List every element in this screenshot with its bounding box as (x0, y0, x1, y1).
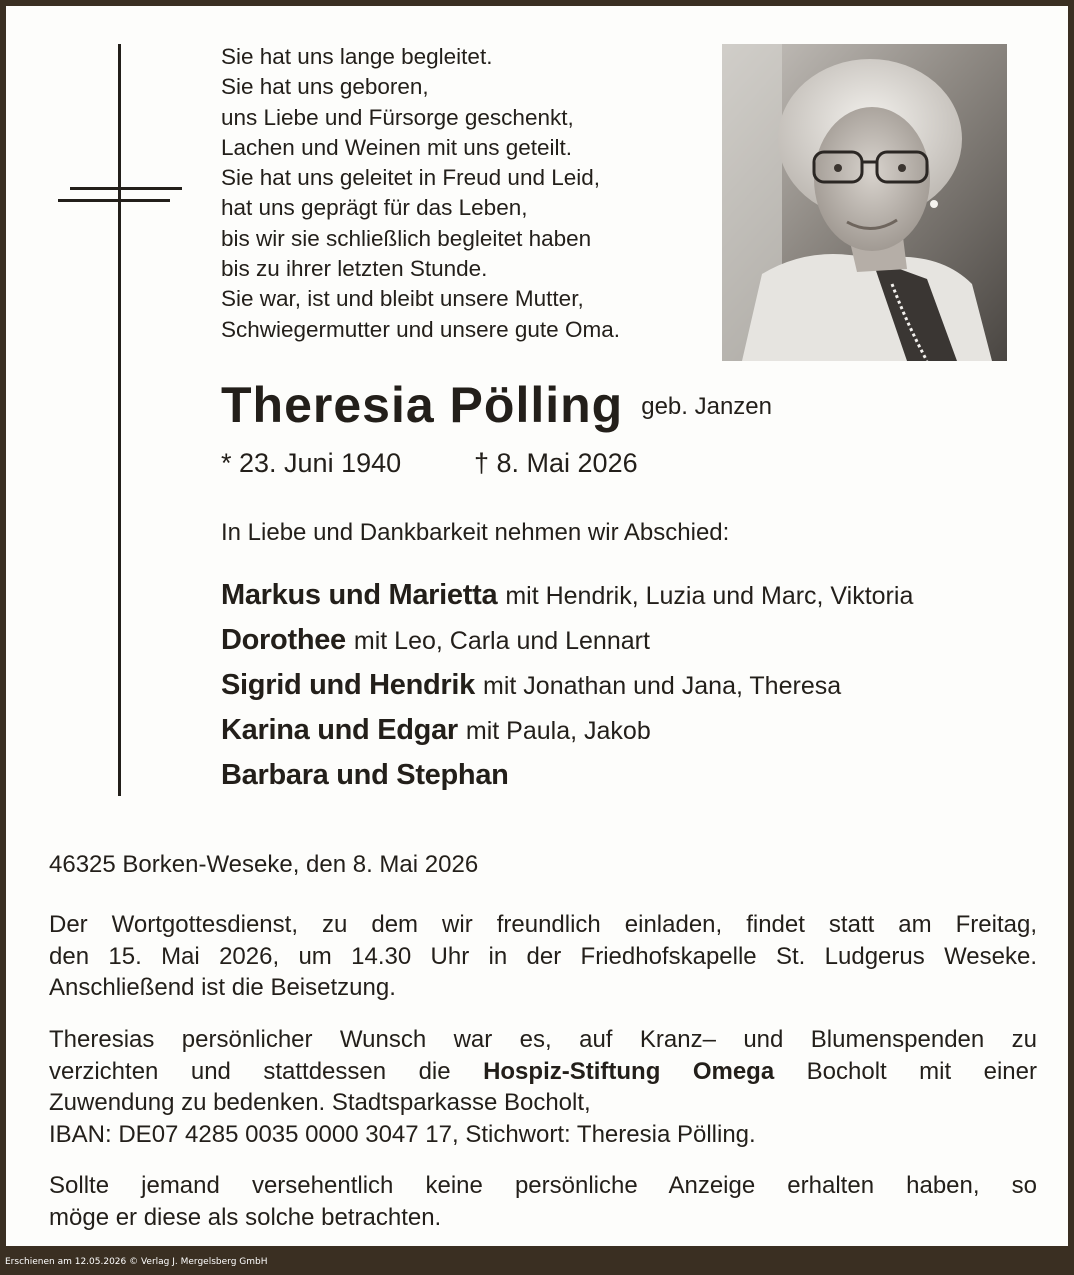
poem-line: Schwiegermutter und unsere gute Oma. (221, 316, 620, 342)
poem-line: Lachen und Weinen mit uns geteilt. (221, 134, 573, 160)
family-extra: mit Jonathan und Jana, Theresa (483, 672, 842, 700)
donation-line: IBAN: DE07 4285 0035 0000 3047 17, Stichwort: Theresia Pölling. (49, 1120, 756, 1148)
maiden-name: geb. Janzen (641, 393, 772, 420)
service-line: Der Wortgottesdienst, zu dem wir freundlich einladen, findet statt am Freitag, (49, 911, 1037, 938)
poem-line: uns Liebe und Fürsorge geschenkt, (221, 104, 574, 130)
deceased-name-line (221, 376, 772, 434)
family-row (221, 708, 913, 753)
family-row (221, 663, 913, 708)
family-row (221, 573, 913, 618)
closing-line: Sollte jemand versehentlich keine persönliche Anzeige erhalten haben, so (49, 1172, 1037, 1199)
family-name: Barbara und Stephan (221, 759, 509, 791)
closing-line: möge er diese als solche betrachten. (49, 1203, 442, 1231)
place-and-date: 46325 Borken-Weseke, den 8. Mai 2026 (49, 851, 479, 878)
portrait-photo (722, 44, 1007, 361)
service-line: Anschließend ist die Beisetzung. (49, 974, 396, 1001)
service-paragraph (49, 909, 1037, 1004)
publication-note: Erschienen am 12.05.2026 © Verlag J. Mergelsberg GmbH (5, 1257, 268, 1267)
family-name: Karina und Edgar (221, 714, 458, 746)
birth-date: * 23. Juni 1940 (221, 448, 402, 478)
poem-line: Sie hat uns geboren, (221, 74, 429, 100)
farewell-intro: In Liebe und Dankbarkeit nehmen wir Abschied: (221, 519, 730, 546)
poem-line: hat uns geprägt für das Leben, (221, 195, 528, 221)
family-list (221, 573, 913, 798)
donation-text: verzichten und stattdessen die (49, 1057, 451, 1085)
poem (221, 42, 620, 345)
family-name: Dorothee (221, 624, 346, 656)
donation-text: Bocholt mit einer (806, 1057, 1037, 1085)
donation-line (49, 1056, 1037, 1088)
death-date: † 8. Mai 2026 (474, 448, 638, 478)
family-row (221, 618, 913, 663)
poem-line: bis zu ihrer letzten Stunde. (221, 256, 488, 282)
deceased-name: Theresia Pölling (221, 377, 624, 433)
charity-name: Hospiz-Stiftung Omega (483, 1057, 775, 1085)
closing-paragraph (49, 1170, 1037, 1233)
family-name: Markus und Marietta (221, 579, 498, 611)
poem-line: bis wir sie schließlich begleitet haben (221, 225, 592, 251)
poem-line: Sie hat uns lange begleitet. (221, 44, 493, 69)
service-line: den 15. Mai 2026, um 14.30 Uhr in der Friedhofskapelle St. Ludgerus Weseke. (49, 942, 1037, 970)
donation-paragraph (49, 1024, 1037, 1150)
poem-line: Sie war, ist und bleibt unsere Mutter, (221, 286, 584, 312)
family-extra: mit Paula, Jakob (465, 717, 651, 745)
family-extra: mit Hendrik, Luzia und Marc, Viktoria (505, 582, 914, 610)
family-extra: mit Leo, Carla und Lennart (353, 627, 650, 655)
donation-line: Zuwendung zu bedenken. Stadtsparkasse Bocholt, (49, 1089, 591, 1116)
family-name: Sigrid und Hendrik (221, 669, 476, 701)
donation-line: Theresias persönlicher Wunsch war es, auf Kranz– und Blumenspenden zu (49, 1026, 1037, 1053)
poem-line: Sie hat uns geleitet in Freud und Leid, (221, 165, 601, 191)
family-row (221, 753, 913, 798)
footer-bar (0, 1252, 1074, 1275)
